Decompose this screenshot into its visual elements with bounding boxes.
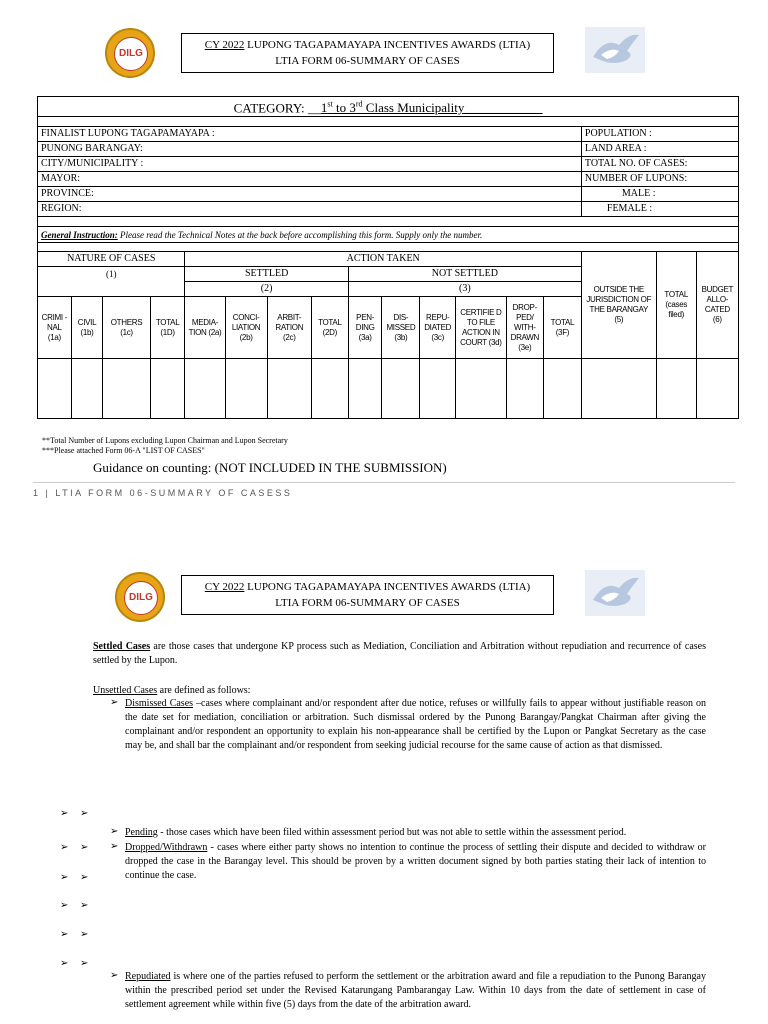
bullet-arrow-icon: ➢ bbox=[60, 958, 69, 969]
settled-num: (2) bbox=[185, 282, 348, 297]
field-female: FEMALE : bbox=[581, 202, 738, 217]
notes bbox=[42, 436, 288, 456]
bullet-arrow-icon: ➢ bbox=[80, 900, 89, 911]
note-1: **Total Number of Lupons excluding Lupon Chairman and Lupon Secretary bbox=[42, 436, 288, 445]
dilg-logo bbox=[105, 28, 155, 78]
col-total-2d: TOTAL (2D) bbox=[311, 297, 348, 359]
bullet-arrow-icon: ➢ bbox=[80, 808, 89, 819]
field-province: PROVINCE: bbox=[38, 187, 582, 202]
field-land-area: LAND AREA : bbox=[581, 142, 738, 157]
page-footer: 1 | LTIA FORM 06-SUMMARY OF CASESS bbox=[33, 488, 293, 498]
spacer-row bbox=[38, 117, 739, 127]
spacer-row bbox=[38, 217, 739, 227]
col-mediation: MEDIA-TION (2a) bbox=[185, 297, 225, 359]
dismissed-cases-paragraph bbox=[125, 697, 706, 753]
settled-cases-paragraph bbox=[93, 640, 706, 668]
budget-header: BUDGET ALLO-CATED (6) bbox=[696, 252, 738, 359]
field-population: POPULATION : bbox=[581, 127, 738, 142]
cell[interactable] bbox=[150, 359, 185, 419]
dismissed-text: –cases where complainant and/or respondent after due notice, refuses or willfully fails to appear without justifiable reason on the date set for mediation, conciliation or arbitration. Such dismissal ordered by the Punong Barangay/Pangkat Chairman after giving the complainant and/or respondent an opportunity to explain his non-appearance shall be certified by the Lupon or Pangkat Secretary as the case may be, and shall bar the complainant and/or respondent from seeking judicial recourse for the same cause of action as that dismissed. bbox=[125, 698, 706, 751]
col-repudiated: REPU-DIATED (3c) bbox=[420, 297, 456, 359]
guidance-heading: Guidance on counting: (NOT INCLUDED IN THE SUBMISSION) bbox=[93, 460, 447, 475]
data-entry-row[interactable] bbox=[38, 359, 739, 419]
bullet-arrow-icon: ➢ bbox=[110, 970, 119, 981]
cell[interactable] bbox=[456, 359, 507, 419]
cell[interactable] bbox=[225, 359, 267, 419]
title-line1: LUPONG TAGAPAMAYAPA INCENTIVES AWARDS (LTIA) bbox=[244, 581, 531, 593]
title-line1: LUPONG TAGAPAMAYAPA INCENTIVES AWARDS (LTIA) bbox=[244, 39, 531, 51]
cell[interactable] bbox=[38, 359, 72, 419]
not-settled-num: (3) bbox=[348, 282, 581, 297]
dropped-term: Dropped/Withdrawn bbox=[125, 842, 208, 853]
dropped-text: - cases where either party shows no intention to continue the process of settling their dispute and decided to withdraw or dropped the case in the Barangay level. This should be proven by a written document signed by both parties stating their lack of intention to continue the case. bbox=[125, 842, 706, 881]
bullet-arrow-icon: ➢ bbox=[60, 872, 69, 883]
cell[interactable] bbox=[267, 359, 311, 419]
field-mayor: MAYOR: bbox=[38, 172, 582, 187]
action-taken-header: ACTION TAKEN bbox=[185, 252, 581, 267]
bullet-arrow-icon: ➢ bbox=[60, 808, 69, 819]
pending-text: - those cases which have been filed within assessment period but was not able to settle within the assessment period. bbox=[157, 827, 627, 838]
category-row bbox=[38, 97, 739, 117]
dilg-logo-text: DILG bbox=[114, 37, 148, 71]
category-label: CATEGORY: __ bbox=[233, 100, 321, 116]
unsettled-term: Unsettled Cases bbox=[93, 685, 158, 696]
cell[interactable] bbox=[581, 359, 656, 419]
cell[interactable] bbox=[420, 359, 456, 419]
col-conciliation: CONCI-LIATION (2b) bbox=[225, 297, 267, 359]
unsettled-cases-heading bbox=[93, 684, 706, 698]
pending-term: Pending bbox=[125, 827, 158, 838]
pending-paragraph bbox=[125, 826, 706, 840]
bullet-arrow-icon: ➢ bbox=[110, 841, 119, 852]
title-year: CY 2022 bbox=[204, 39, 245, 51]
nature-num: (1) bbox=[38, 267, 185, 297]
bullet-arrow-icon: ➢ bbox=[80, 929, 89, 940]
field-finalist: FINALIST LUPONG TAGAPAMAYAPA : bbox=[38, 127, 582, 142]
col-civil: CIVIL (1b) bbox=[71, 297, 103, 359]
title-year: CY 2022 bbox=[204, 581, 245, 593]
cell[interactable] bbox=[696, 359, 738, 419]
cell[interactable] bbox=[348, 359, 382, 419]
form-title bbox=[181, 33, 554, 73]
general-instruction bbox=[38, 227, 739, 243]
col-total-3f: TOTAL (3F) bbox=[543, 297, 581, 359]
cell[interactable] bbox=[311, 359, 348, 419]
bullet-arrow-icon: ➢ bbox=[110, 826, 119, 837]
unsettled-text: are defined as follows: bbox=[157, 685, 251, 696]
repudiated-term: Repudiated bbox=[125, 971, 171, 982]
not-settled-header: NOT SETTLED bbox=[348, 267, 581, 282]
repudiated-paragraph bbox=[125, 970, 706, 1012]
bullet-arrow-icon: ➢ bbox=[80, 958, 89, 969]
note-2: ***Please attached Form 06-A "LIST OF CASES" bbox=[42, 446, 205, 455]
cell[interactable] bbox=[656, 359, 696, 419]
bullet-arrow-icon: ➢ bbox=[110, 697, 119, 708]
field-number-lupons: NUMBER OF LUPONS: bbox=[581, 172, 738, 187]
bullet-arrow-icon: ➢ bbox=[60, 900, 69, 911]
settled-term: Settled Cases bbox=[93, 641, 151, 652]
cell[interactable] bbox=[185, 359, 225, 419]
field-city: CITY/MUNICIPALITY : bbox=[38, 157, 582, 172]
col-criminal: CRIMI -NAL (1a) bbox=[38, 297, 72, 359]
total-filed-header: TOTAL (cases filed) bbox=[656, 252, 696, 359]
cell[interactable] bbox=[71, 359, 103, 419]
bullet-arrow-icon: ➢ bbox=[60, 842, 69, 853]
cell[interactable] bbox=[382, 359, 420, 419]
col-dismissed: DIS-MISSED (3b) bbox=[382, 297, 420, 359]
spacer-row bbox=[38, 243, 739, 252]
settled-header: SETTLED bbox=[185, 267, 348, 282]
bullet-arrow-icon: ➢ bbox=[60, 929, 69, 940]
bullet-arrow-icon: ➢ bbox=[80, 842, 89, 853]
dove-logo-icon bbox=[585, 27, 645, 73]
cell[interactable] bbox=[506, 359, 543, 419]
cell[interactable] bbox=[543, 359, 581, 419]
title-line2: LTIA FORM 06-SUMMARY OF CASES bbox=[275, 597, 460, 609]
repudiated-text: is where one of the parties refused to perform the settlement or the arbitration award and file a repudiation to the Punong Barangay within the prescribed period set under the Revised Katarungang Pambarangay Law. Within 10 days from the date of settlement in case of settlement agreement while within five (5) days from the date of the arbitration award. bbox=[125, 971, 706, 1010]
col-total-1d: TOTAL (1D) bbox=[150, 297, 185, 359]
col-certified: CERTIFIE D TO FILE ACTION IN COURT (3d) bbox=[456, 297, 507, 359]
nature-of-cases-header: NATURE OF CASES bbox=[38, 252, 185, 267]
col-dropped: DROP-PED/ WITH-DRAWN (3e) bbox=[506, 297, 543, 359]
col-arbitration: ARBIT-RATION (2c) bbox=[267, 297, 311, 359]
dilg-logo-text: DILG bbox=[124, 581, 158, 615]
field-punong-barangay: PUNONG BARANGAY: bbox=[38, 142, 582, 157]
form-title bbox=[181, 575, 554, 615]
bullet-arrow-icon: ➢ bbox=[80, 872, 89, 883]
dove-logo-icon bbox=[585, 570, 645, 616]
settled-text: are those cases that undergone KP process such as Mediation, Conciliation and Arbitration without repudiation and recurrence of cases settled by the Lupon. bbox=[93, 641, 706, 666]
cell[interactable] bbox=[103, 359, 150, 419]
title-line2: LTIA FORM 06-SUMMARY OF CASES bbox=[275, 55, 460, 67]
field-region: REGION: bbox=[38, 202, 582, 217]
col-pending: PEN-DING (3a) bbox=[348, 297, 382, 359]
dismissed-term: Dismissed Cases bbox=[125, 698, 194, 709]
footer-rule bbox=[33, 482, 735, 483]
field-male: MALE : bbox=[581, 187, 738, 202]
instruction-text: Please read the Technical Notes at the back before accomplishing this form. Supply only the number. bbox=[117, 229, 483, 240]
col-others: OTHERS (1c) bbox=[103, 297, 150, 359]
dilg-logo bbox=[115, 572, 165, 622]
summary-form-table bbox=[37, 96, 739, 419]
instruction-label: General Instruction: bbox=[41, 229, 118, 240]
category-value: 1st to 3rd Class Municipality____________ bbox=[320, 99, 543, 116]
dropped-paragraph bbox=[125, 841, 706, 883]
field-total-cases: TOTAL NO. OF CASES: bbox=[581, 157, 738, 172]
outside-jurisdiction-header: OUTSIDE THE JURISDICTION OF THE BARANGAY (5) bbox=[581, 252, 656, 359]
